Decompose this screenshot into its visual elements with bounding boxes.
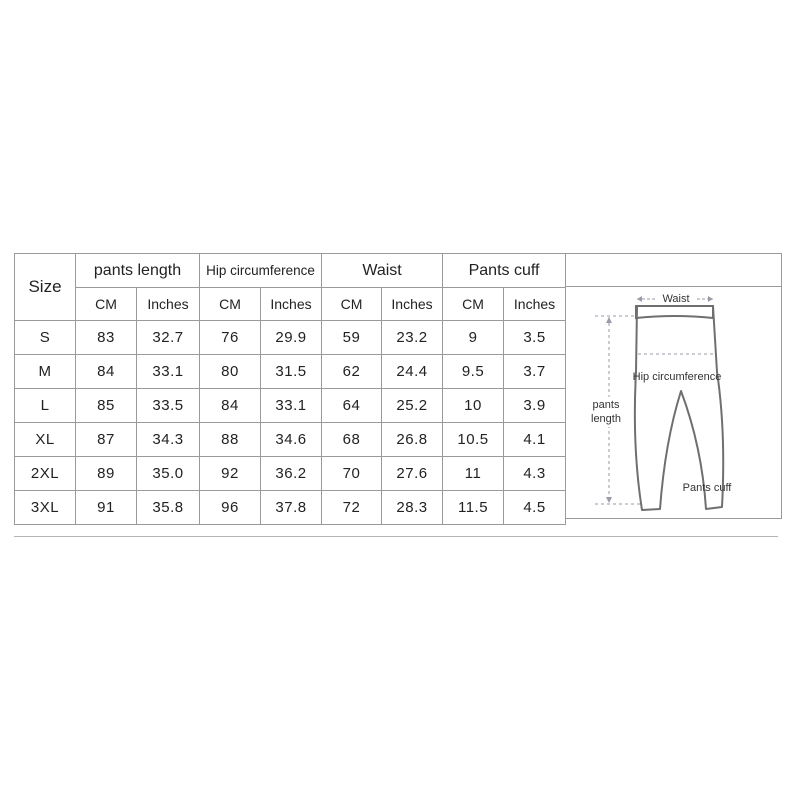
pants-diagram	[565, 253, 782, 519]
measurement-cell: 87	[76, 423, 137, 457]
measurement-cell: 3.5	[504, 321, 566, 355]
size-cell: XL	[15, 423, 76, 457]
measurement-cell: 34.6	[261, 423, 322, 457]
measurement-cell: 10.5	[443, 423, 504, 457]
size-cell: M	[15, 355, 76, 389]
measurement-cell: 33.1	[137, 355, 200, 389]
measurement-cell: 35.0	[137, 457, 200, 491]
measurement-cell: 10	[443, 389, 504, 423]
measurement-cell: 72	[322, 491, 382, 525]
measurement-cell: 3.7	[504, 355, 566, 389]
unit-header-inches: Inches	[261, 288, 322, 321]
measurement-cell: 84	[200, 389, 261, 423]
bottom-divider	[14, 536, 778, 537]
measurement-cell: 4.3	[504, 457, 566, 491]
unit-header-inches: Inches	[504, 288, 566, 321]
measurement-cell: 4.1	[504, 423, 566, 457]
measurement-cell: 3.9	[504, 389, 566, 423]
measurement-cell: 35.8	[137, 491, 200, 525]
size-chart	[14, 253, 782, 519]
group-header-waist: Waist	[322, 254, 443, 288]
length-label-line1: pants	[592, 399, 620, 411]
measurement-cell: 37.8	[261, 491, 322, 525]
table-row	[15, 355, 566, 389]
measurement-cell: 70	[322, 457, 382, 491]
pants-outline-icon	[632, 306, 723, 510]
size-cell: 2XL	[15, 457, 76, 491]
measurement-cell: 33.5	[137, 389, 200, 423]
unit-header-cm: CM	[443, 288, 504, 321]
measurement-cell: 4.5	[504, 491, 566, 525]
measurement-cell: 83	[76, 321, 137, 355]
measurement-cell: 92	[200, 457, 261, 491]
measurement-cell: 34.3	[137, 423, 200, 457]
measurement-cell: 89	[76, 457, 137, 491]
unit-header-cm: CM	[322, 288, 382, 321]
measurement-cell: 80	[200, 355, 261, 389]
unit-header-inches: Inches	[137, 288, 200, 321]
measurement-cell: 85	[76, 389, 137, 423]
size-cell: S	[15, 321, 76, 355]
measurement-cell: 11	[443, 457, 504, 491]
waist-label: Waist	[662, 293, 690, 305]
measurement-cell: 9	[443, 321, 504, 355]
size-cell: 3XL	[15, 491, 76, 525]
measurement-cell: 29.9	[261, 321, 322, 355]
measurement-cell: 26.8	[382, 423, 443, 457]
group-header-hip-circumference: Hip circumference	[200, 254, 322, 288]
measurement-cell: 84	[76, 355, 137, 389]
length-label-line2: length	[591, 413, 621, 425]
pants-illustration	[565, 287, 781, 518]
measurement-cell: 36.2	[261, 457, 322, 491]
measurement-cell: 27.6	[382, 457, 443, 491]
size-cell: L	[15, 389, 76, 423]
measurement-cell: 88	[200, 423, 261, 457]
diagram-header	[565, 254, 781, 287]
table-row	[15, 457, 566, 491]
measurement-cell: 23.2	[382, 321, 443, 355]
measurement-cell: 31.5	[261, 355, 322, 389]
group-header-pants-length: pants length	[76, 254, 200, 288]
cuff-label: Pants cuff	[682, 482, 732, 494]
unit-header-cm: CM	[200, 288, 261, 321]
unit-header-inches: Inches	[382, 288, 443, 321]
measurement-cell: 62	[322, 355, 382, 389]
hip-label: Hip circumference	[632, 371, 722, 383]
table-row	[15, 321, 566, 355]
measurement-cell: 33.1	[261, 389, 322, 423]
measurement-cell: 59	[322, 321, 382, 355]
measurement-cell: 9.5	[443, 355, 504, 389]
table-row	[15, 491, 566, 525]
measurement-cell: 64	[322, 389, 382, 423]
size-header: Size	[15, 254, 76, 321]
measurement-cell: 28.3	[382, 491, 443, 525]
table-row	[15, 423, 566, 457]
measurement-cell: 96	[200, 491, 261, 525]
measurement-cell: 91	[76, 491, 137, 525]
measurement-cell: 24.4	[382, 355, 443, 389]
measurement-cell: 25.2	[382, 389, 443, 423]
unit-header-cm: CM	[76, 288, 137, 321]
measurement-cell: 68	[322, 423, 382, 457]
measurement-cell: 76	[200, 321, 261, 355]
size-table	[14, 253, 566, 525]
measurement-cell: 32.7	[137, 321, 200, 355]
table-row	[15, 389, 566, 423]
group-header-pants-cuff: Pants cuff	[443, 254, 566, 288]
measurement-cell: 11.5	[443, 491, 504, 525]
